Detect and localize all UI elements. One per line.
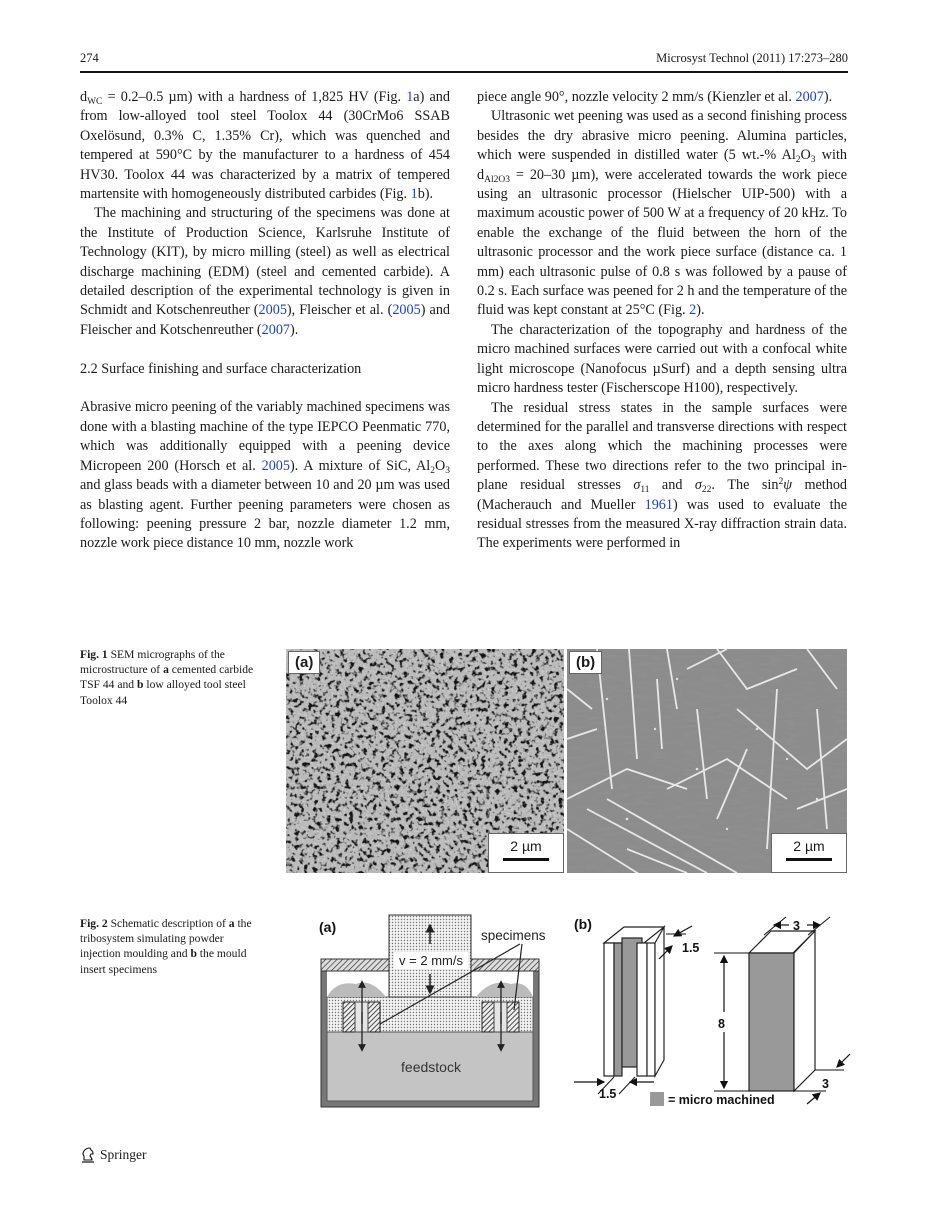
- dimension-3-top: 3: [793, 919, 800, 933]
- dimension-1-5-bottom: 1.5: [599, 1087, 617, 1101]
- citation-link[interactable]: 2005: [258, 302, 287, 319]
- header-rule: [80, 71, 848, 73]
- journal-citation: Microsyst Technol (2011) 17:273–280: [656, 51, 848, 65]
- sem-micrograph-b: [567, 649, 847, 873]
- paragraph: Abrasive micro peening of the variably machined specimens was done with a blasting machine of the type IEPCO Peenmatic 770, which was additionally equipped with a peening device Micropeen 200 (Horsch et al. 2005). A mixture of SiC, $Al_2O_3$ and glass beads with a diameter between 10 and 20 µm was used as blasting agent. Further peening parameters were chosen as following: peening pressure 2 bar, nozzle diameter 1.2 mm, nozzle work piece distance 10 mm, nozzle work: [80, 399, 450, 552]
- feedstock-label: feedstock: [401, 1059, 461, 1075]
- figure-ref-link[interactable]: 2: [689, 302, 697, 319]
- legend-swatch: [650, 1092, 664, 1106]
- citation-link[interactable]: 2005: [261, 457, 290, 474]
- page-number: 274: [80, 51, 99, 65]
- dimension-1-5-top: 1.5: [682, 941, 700, 955]
- paragraph: Ultrasonic wet peening was used as a second finishing process besides the dry abrasive micro peening. Alumina particles, which were suspended in distilled water (5 wt.-% $Al_2O_3$ with $d_{Al2O3} = 20-30$ µm), were accelerated towards the work piece using an ultrasonic processor (Hielscher UIP-500) with a maximum acoustic power of 500 W at a frequency of 20 kHz. To enable the exchange of the fluid between the horn of the ultrasonic processor and the work piece surface (distance ca. 1 mm) each ultrasonic pulse of 0.8 s was followed by a pause of 0.2 s. Each surface was peened for 2 h and the temperature of the fluid was kept constant at 25°C (Fig. 2).: [477, 108, 847, 319]
- dimension-8: 8: [718, 1017, 725, 1031]
- publisher-footer: [80, 1146, 147, 1164]
- citation-link[interactable]: 2005: [392, 302, 421, 319]
- tribosystem-diagram: [316, 912, 546, 1112]
- scale-bar-a: 2 µm: [488, 833, 564, 873]
- panel-label-a: (a): [319, 919, 337, 935]
- left-column: [80, 88, 450, 554]
- paragraph: The machining and structuring of the specimens was done at the Institute of Production Science, Karlsruhe Institute of Technology (KIT), by micro milling (steel) as well as electrical discharge machining (EDM) (steel and cemented carbide). A detailed description of the experimental technology is given in Schmidt and Kotschenreuther (2005), Fleischer et al. (2005) and Fleischer and Kotschenreuther (2007).: [80, 205, 451, 338]
- springer-knight-icon: [80, 1146, 96, 1164]
- paragraph: The residual stress states in the sample surfaces were determined for the parallel and transverse directions with respect to the axes along which the machining processes were performed. These two directions refer to the two principal in-plane residual stresses $\sigma_{11}$ and $\sigma_{22}$. The $\sin^2\psi$ method (Macherauch and Mueller 1961) was used to evaluate the residual stresses from the measured X-ray diffraction strain data. The experiments were performed in: [477, 399, 848, 552]
- citation-link[interactable]: 2007: [795, 89, 824, 105]
- citation-link[interactable]: 1961: [644, 496, 673, 513]
- mould-insert-schematic: [564, 912, 860, 1112]
- panel-label-b: (b): [574, 916, 592, 932]
- paragraph: piece angle 90°, nozzle velocity 2 mm/s (Kienzler et al. 2007).: [477, 89, 833, 105]
- panel-label-b: (b): [569, 651, 602, 674]
- mould-insert-diagram: [564, 912, 860, 1112]
- tribosystem-schematic: [316, 912, 546, 1112]
- panel-label-a: (a): [288, 651, 320, 674]
- figure-ref-link[interactable]: 1: [410, 186, 418, 203]
- velocity-label: v = 2 mm/s: [399, 953, 463, 968]
- publisher-name: Springer: [100, 1147, 147, 1162]
- paragraph: The characterization of the topography and hardness of the micro machined surfaces were carried out with a confocal white light microscope (Nanofocus µSurf) and a depth sensing ultra micro hardness tester (Fischerscope H100), respectively.: [477, 321, 847, 397]
- right-column: [477, 88, 847, 554]
- section-heading: 2.2 Surface finishing and surface characterization: [80, 360, 362, 377]
- legend-label: = micro machined: [668, 1093, 775, 1107]
- paragraph: $d_{WC} = 0.2-0.5$ µm) with a hardness of 1,825 HV (Fig. 1a) and from low-alloyed tool steel Toolox 44 (30CrMo6 SSAB Oxelösund, 0.3% C, 1.35% Cr), which was quenched and tempered at 590°C by the manufacturer to a hardness of 454 HV30. Toolox 44 was characterized by a matrix of tempered martensite with homogeneously distributed carbides (Fig. 1b).: [80, 89, 450, 203]
- dimension-3-side: 3: [822, 1077, 829, 1091]
- figure-2-caption: Fig. 2 Schematic description of a the tribosystem simulating powder injection moulding and b the mould insert specimens: [80, 917, 252, 976]
- figure-ref-link[interactable]: 1: [406, 89, 414, 105]
- scale-bar-b: 2 µm: [771, 833, 847, 873]
- specimens-label: specimens: [481, 928, 546, 943]
- figure-1-caption: Fig. 1 SEM micrographs of the microstructure of a cemented carbide TSF 44 and b low alloyed tool steel Toolox 44: [80, 648, 254, 707]
- citation-link[interactable]: 2007: [261, 321, 290, 338]
- sem-micrograph-a: [286, 649, 564, 873]
